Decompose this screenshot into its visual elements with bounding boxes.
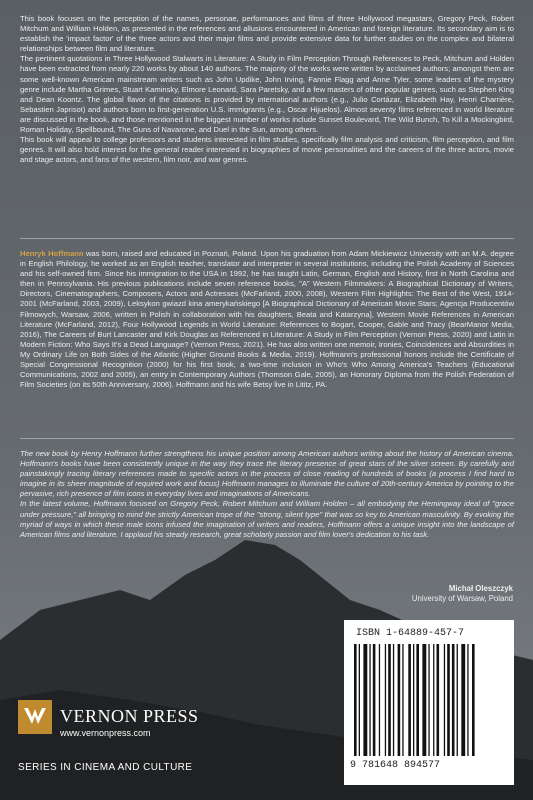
book-description xyxy=(20,14,514,165)
author-name: Henryk Hoffmann xyxy=(20,249,84,258)
isbn-number: ISBN 1-64889-457-7 xyxy=(356,628,465,639)
author-bio xyxy=(20,249,514,390)
reviewer-signature xyxy=(412,584,513,604)
review-quote xyxy=(20,449,514,540)
description-paragraph: This book focuses on the perception of the names, personae, performances and films of three Hollywood megastars, Gregory Peck, Robert Mitchum and William Holden, as presented in the references and allusions encountered in American and foreign literature. Its secondary aim is to establish the 'impact factor' of the three actors and their major films and provide extensive data for further studies on the complex and bilateral relationships between film and literature. xyxy=(20,14,514,54)
vernon-emblem-icon xyxy=(18,700,52,734)
description-paragraph: This book will appeal to college professors and students interested in film studies, specifically film analysis and criticism, film perception, and film genres. It will also hold interest for the general reader interested in biographies of movie personalities and the careers of the three actors, movie and stage actors, and fans of the western, film noir, and war genres. xyxy=(20,135,514,165)
publisher-url: www.vernonpress.com xyxy=(60,728,151,738)
barcode-bars xyxy=(352,644,506,758)
series-title: SERIES IN CINEMA AND CULTURE xyxy=(18,762,193,773)
publisher-name: VERNON PRESS xyxy=(60,706,199,726)
divider xyxy=(20,438,514,439)
review-paragraph: The new book by Henry Hoffmann further strengthens his unique position among American authors writing about the history of American cinema. Hoffmann's books have been consistently unique in the way they trace the literary presence of great stars of the silver screen. By carefully and painstakingly tracing literary references made to specific actors in the process of close reading of hundreds of books (a process I find hard to imagine in its sheer magnitude of required work and focus) Hoffmann manages to illuminate the culture of 20th-century America by pointing to the pervasive, rich presence of film icons in everyday lives and imaginations of Americans. xyxy=(20,449,514,499)
divider xyxy=(20,238,514,239)
author-bio-text: was born, raised and educated in Poznań, Poland. Upon his graduation from Adam Mickiewicz University with an M.A. degree in English Philology, he worked as an English teacher, translator and interpreter in several institutions, including the Polish Academy of Sciences and his self-owned firm. Since his immigration to the USA in 1992, he has taught Latin, German, English and History, first in North Carolina and then in Pennsylvania. His previous publications include seven reference books, "A" Western Filmmakers: A Biographical Dictionary of Writers, Directors, Cinematographers, Composers, Actors and Actresses (McFarland, 2000, 2008), Western Film Highlights: The Best of the West, 1914-2001 (McFarland, 2003, 2009), Leksykon gwiazd kina amerykańskiego [A Biographical Dictionary of American Movie Stars; Agencja Producentów Filmowych, Warsaw, 2006, written in Polish in collaboration with his daughters, Beata and Katarzyna], Western Movie References in American Literature (McFarland, 2012), Four Hollywood Legends in World Literature: References to Bogart, Cooper, Gable and Tracy (BearManor Media, 2016), The Careers of Burt Lancaster and Kirk Douglas as Referenced in Literature: A Study in Film Perception (Vernon Press, 2020) and Latin in Modern Fiction: Who Says It's a Dead Language? (Vernon Press, 2021). He has also written one memoir, Ironies, Coincidences and Absurdities in My Ordinary Life on Both Sides of the Atlantic (Higher Ground Books & Media, 2019). Hoffmann's professional honors include the Certificate of Special Congressional Recognition (2000) for his first book, a two-time inclusion in Who's Who Among America's Teachers (Educational Communications, 2002 and 2005), an entry in Contemporary Authors (Thomson Gale, 2005), an Honorary Diploma from the Polish Federation of Film Societies (on its 50th Anniversary, 2006). Hoffmann and his wife Betsy live in Lititz, PA. xyxy=(20,249,514,390)
reviewer-affiliation: University of Warsaw, Poland xyxy=(411,594,513,603)
review-paragraph: In the latest volume, Hoffmann focused on Gregory Peck, Robert Mitchum and William Holden – all embodying the Hemingway ideal of "grace under pressure," all bringing to mind the strictly American trope of the "strong, silent type" that was so key to American masculinity. By evoking the myriad of ways in which these male icons infused the imagination of writers and readers, Hoffmann offers a unique insight into the landscape of American films and literature. I applaud his steady research, great scholarly passion and film lover's dedication to his task. xyxy=(20,499,514,539)
isbn-barcode xyxy=(344,620,514,785)
description-paragraph: The pertinent quotations in Three Hollywood Stalwarts in Literature: A Study in Film Perception Through References to Peck, Mitchum and Holden have been extracted from nearly 220 works by about 140 authors. The majority of the works were written by acclaimed authors; amongst them are some well-known American mainstream writers such as John Updike, John Irving, Fannie Flagg and Anne Tyler, some leaders of the mystery genre include Martha Grimes, Stuart Kaminsky, Elmore Leonard, Sara Paretsky, and a few masters of other popular genres, such as Stephen King and Dean Koontz. The global flavor of the citations is provided by international authors (e.g., Julio Cortázar, Elizabeth Hay, Henri Charrière, Sebastien Japrisot) and authors born to first-generation U.S. immigrants (e.g., Oscar Hijuelos). Almost seventy films referenced in world literature are discussed in the book, and those mentioned in the biggest number of works include Sunset Boulevard, The Wild Bunch, To Kill a Mockingbird, Roman Holiday, Spellbound, The Guns of Navarone, and Duel in the Sun, among others. xyxy=(20,54,514,135)
barcode-digits: 9 781648 894577 xyxy=(350,760,441,771)
reviewer-name: Michał Oleszczyk xyxy=(448,584,513,593)
